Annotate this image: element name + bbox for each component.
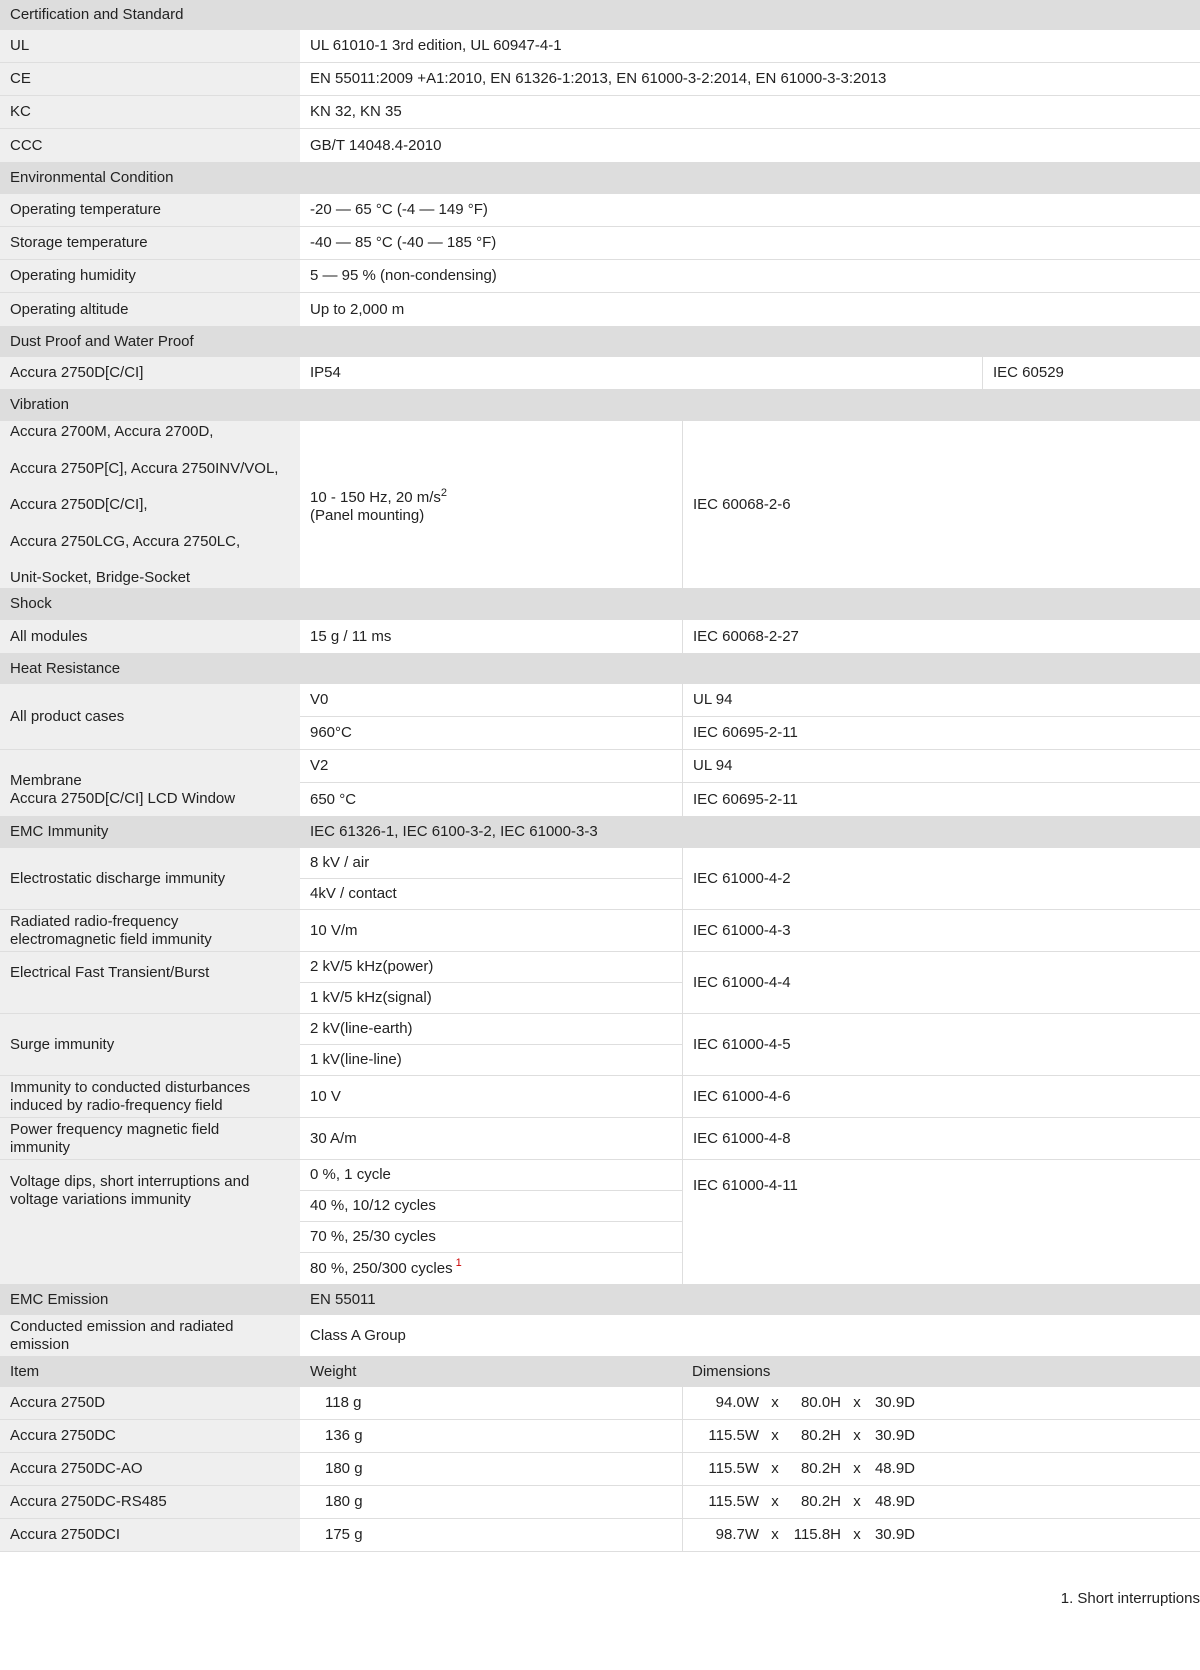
row-value: 4kV / contact [300, 879, 682, 910]
row-operating-temperature [0, 194, 1200, 227]
row-value: 15 g / 11 ms [310, 627, 392, 645]
item-dimensions [682, 1486, 1200, 1519]
row-ul [0, 30, 1200, 63]
footnote: 1. Short interruptions [1060, 1590, 1200, 1607]
dim-width: 98.7W [715, 1526, 759, 1543]
dim-depth: 30.9D [874, 1427, 915, 1444]
vibration-model-list [0, 421, 300, 588]
item-dimensions [682, 1387, 1200, 1420]
section-heat [0, 653, 1200, 684]
row-label: KC [0, 96, 300, 129]
vibration-model: Accura 2750P[C], Accura 2750INV/VOL, [10, 459, 279, 477]
row-eft [0, 952, 1200, 1014]
row-conducted-rf [0, 1076, 1200, 1118]
section-header-value: IEC 61326-1, IEC 6100-3-2, IEC 61000-3-3 [300, 816, 1200, 848]
item-weight: 118 g [300, 1387, 682, 1420]
row-value: 5 — 95 % (non-condensing) [300, 260, 1200, 293]
dim-height: 80.2H [800, 1460, 841, 1477]
dim-width: 115.5W [708, 1460, 759, 1477]
row-kc [0, 96, 1200, 129]
item-weight: 175 g [300, 1519, 682, 1552]
row-ccc [0, 129, 1200, 162]
vibration-value-line: 10 - 150 Hz, 20 $m/s^2$ [310, 487, 448, 506]
section-title: EMC Emission [0, 1284, 300, 1315]
item-row [0, 1519, 1200, 1552]
row-label: Operating altitude [0, 293, 300, 326]
row-standard: IEC 61000-4-5 [682, 1014, 1200, 1076]
dim-separator: x [771, 1427, 779, 1444]
row-value: 40 %, 10/12 cycles [300, 1191, 682, 1222]
row-label: UL [0, 30, 300, 63]
items-header [0, 1356, 1200, 1387]
row-label: Storage temperature [0, 227, 300, 260]
row-surge [0, 1014, 1200, 1076]
row-radiated-rf [0, 910, 1200, 952]
row-value: -40 — 85 °C (-40 — 185 °F) [300, 227, 1200, 260]
row-value: -20 — 65 °C (-4 — 149 °F) [300, 194, 1200, 227]
dim-depth: 48.9D [874, 1493, 915, 1510]
row-value: 1 kV(line-line) [300, 1045, 682, 1076]
row-standard: IEC 61000-4-8 [682, 1118, 1200, 1160]
row-label [0, 1076, 300, 1118]
row-label: Accura 2750D[C/CI] [0, 357, 300, 389]
label-line: immunity [10, 1138, 71, 1156]
dim-separator: x [771, 1394, 779, 1411]
row-value: 80 %, 250/300 cycles 1 [300, 1253, 682, 1284]
row-standard: IEC 61000-4-6 [682, 1076, 1200, 1118]
section-dust [0, 326, 1200, 357]
item-row [0, 1420, 1200, 1453]
item-row [0, 1486, 1200, 1519]
label-line: Accura 2750D[C/CI] LCD Window [10, 790, 236, 807]
vibration-model: Accura 2750LCG, Accura 2750LC, [10, 532, 241, 550]
item-dimensions [682, 1519, 1200, 1552]
row-label [0, 910, 300, 952]
row-label [0, 1118, 300, 1160]
dim-height: 80.0H [800, 1394, 841, 1411]
row-vibration [0, 421, 1200, 588]
section-title: Certification and Standard [0, 0, 1200, 30]
row-value: 10 V/m [300, 910, 682, 952]
dim-height: 80.2H [800, 1427, 841, 1444]
row-value: Up to 2,000 m [310, 300, 405, 318]
dim-separator: x [771, 1526, 779, 1543]
section-certification [0, 0, 1200, 30]
row-storage-temperature [0, 227, 1200, 260]
label-line: electromagnetic field immunity [10, 930, 212, 948]
item-dimensions [682, 1453, 1200, 1486]
dim-separator: x [853, 1394, 861, 1411]
section-emc-immunity [0, 816, 1200, 848]
dim-width: 115.5W [708, 1427, 759, 1444]
section-title: Vibration [0, 389, 1200, 421]
row-label: Operating humidity [0, 260, 300, 293]
label-line: Immunity to conducted disturbances [10, 1078, 251, 1096]
row-operating-humidity [0, 260, 1200, 293]
label-line: Radiated radio-frequency [10, 912, 179, 930]
row-operating-altitude [0, 293, 1200, 326]
row-standard: IEC 60695-2-11 [682, 717, 1200, 750]
section-shock [0, 588, 1200, 620]
label-line: Membrane [10, 772, 82, 789]
label-line: voltage variations immunity [10, 1191, 191, 1208]
section-header-value: EN 55011 [300, 1284, 1200, 1315]
label-line: Power frequency magnetic field [10, 1120, 220, 1138]
row-standard: IEC 61000-4-11 [682, 1160, 1200, 1284]
vibration-model: Accura 2700M, Accura 2700D, [10, 423, 214, 440]
section-title: Environmental Condition [0, 162, 1200, 194]
item-name: Accura 2750DC [0, 1420, 300, 1453]
dim-width: 94.0W [715, 1394, 759, 1411]
row-label: Electrostatic discharge immunity [0, 848, 300, 910]
label-line: Conducted emission and radiated [10, 1317, 234, 1335]
item-weight: 136 g [300, 1420, 682, 1453]
dim-height: 115.8H [793, 1526, 841, 1543]
row-standard: IEC 60695-2-11 [682, 783, 1200, 816]
dim-depth: 30.9D [874, 1526, 915, 1543]
row-value: 30 A/m [300, 1118, 682, 1160]
row-value: 650 °C [310, 790, 357, 808]
dim-separator: x [771, 1460, 779, 1477]
item-name: Accura 2750D [0, 1387, 300, 1420]
section-environment [0, 162, 1200, 194]
dim-depth: 48.9D [874, 1460, 915, 1477]
row-label [0, 1160, 300, 1284]
row-value: Class A Group [310, 1326, 406, 1344]
row-value: 0 %, 1 cycle [300, 1160, 682, 1191]
dim-separator: x [771, 1493, 779, 1510]
row-voltage-dips [0, 1160, 1200, 1284]
row-standard: UL 94 [682, 750, 1200, 783]
row-standard: IEC 60068-2-27 [682, 620, 1200, 653]
row-value: 10 V [300, 1076, 682, 1118]
row-value: 8 kV / air [300, 848, 682, 879]
row-ce [0, 63, 1200, 96]
row-esd [0, 848, 1200, 910]
section-title: Shock [0, 588, 1200, 620]
label-line: emission [10, 1335, 70, 1353]
label-line: induced by radio-frequency field [10, 1096, 223, 1114]
row-dust [0, 357, 1200, 389]
item-name: Accura 2750DC-RS485 [0, 1486, 300, 1519]
row-label: Electrical Fast Transient/Burst [0, 952, 300, 1014]
column-header-dimensions: Dimensions [682, 1356, 1200, 1387]
row-label: CE [0, 63, 300, 96]
row-value: 1 kV/5 kHz(signal) [300, 983, 682, 1014]
vibration-model: Unit-Socket, Bridge-Socket [10, 569, 191, 586]
dim-separator: x [853, 1427, 861, 1444]
row-value: KN 32, KN 35 [300, 96, 1200, 129]
section-title: Dust Proof and Water Proof [0, 326, 1200, 357]
item-dimensions [682, 1420, 1200, 1453]
row-value: 70 %, 25/30 cycles [300, 1222, 682, 1253]
dim-separator: x [853, 1493, 861, 1510]
dim-depth: 30.9D [874, 1394, 915, 1411]
item-name: Accura 2750DC-AO [0, 1453, 300, 1486]
row-standard: IEC 60068-2-6 [682, 421, 1200, 588]
row-label [0, 1315, 300, 1356]
row-standard: IEC 61000-4-2 [682, 848, 1200, 910]
dim-width: 115.5W [708, 1493, 759, 1510]
row-label: All modules [0, 620, 300, 653]
item-name: Accura 2750DCI [0, 1519, 300, 1552]
vibration-model: Accura 2750D[C/CI], [10, 496, 148, 513]
section-vibration [0, 389, 1200, 421]
dim-separator: x [853, 1460, 861, 1477]
vibration-value-note: (Panel mounting) [310, 507, 425, 524]
vibration-value [300, 421, 682, 588]
row-heat-cases [0, 684, 1200, 750]
section-title: Heat Resistance [0, 653, 1200, 684]
row-heat-membrane [0, 750, 1200, 816]
dim-height: 80.2H [800, 1493, 841, 1510]
row-label [0, 750, 300, 816]
row-label: Operating temperature [0, 194, 300, 227]
label-line: Voltage dips, short interruptions and [10, 1173, 250, 1190]
item-row [0, 1453, 1200, 1486]
row-value: 2 kV/5 kHz(power) [300, 952, 682, 983]
row-value: 2 kV(line-earth) [300, 1014, 682, 1045]
row-label: CCC [0, 129, 300, 162]
dim-separator: x [853, 1526, 861, 1543]
row-standard: IEC 60529 [982, 357, 1200, 389]
row-standard: IEC 61000-4-3 [682, 910, 1200, 952]
row-value: V2 [300, 750, 682, 783]
row-value: V0 [300, 684, 682, 717]
section-title: EMC Immunity [0, 816, 300, 848]
row-value: IP54 [310, 364, 341, 381]
row-standard: UL 94 [682, 684, 1200, 717]
row-value: 960°C [300, 717, 682, 750]
item-weight: 180 g [300, 1486, 682, 1519]
row-value: EN 55011:2009 +A1:2010, EN 61326-1:2013, EN 61000-3-2:2014, EN 61000-3-3:2013 [300, 63, 1200, 96]
column-header-item: Item [0, 1356, 300, 1387]
row-label: All product cases [0, 684, 300, 750]
row-label: Surge immunity [0, 1014, 300, 1076]
footnote-mark: 1 [455, 1256, 462, 1269]
row-power-magnetic [0, 1118, 1200, 1160]
item-row [0, 1387, 1200, 1420]
row-standard: IEC 61000-4-4 [682, 952, 1200, 1014]
column-header-weight: Weight [300, 1356, 682, 1387]
item-weight: 180 g [300, 1453, 682, 1486]
row-shock [0, 620, 1200, 653]
row-emission [0, 1315, 1200, 1356]
row-value: UL 61010-1 3rd edition, UL 60947-4-1 [300, 30, 1200, 63]
section-emc-emission [0, 1284, 1200, 1315]
row-value: GB/T 14048.4-2010 [310, 136, 442, 154]
